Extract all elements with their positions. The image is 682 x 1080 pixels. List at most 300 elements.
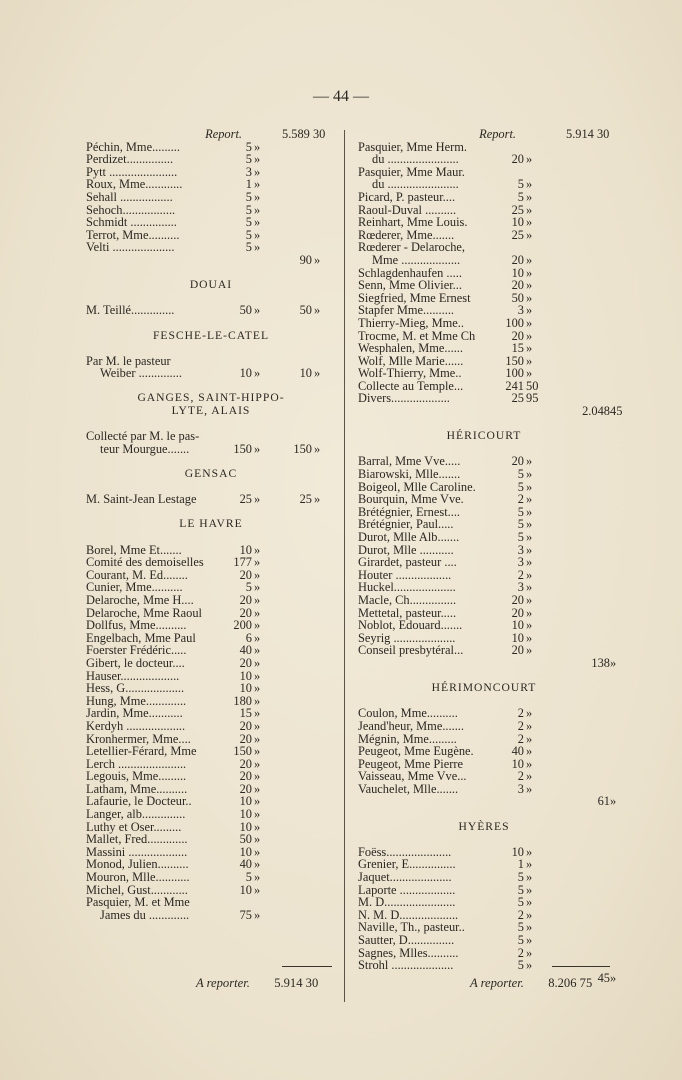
entry-amount-cents: 95 (526, 391, 539, 406)
entry-name: Gibert, le docteur.... (86, 655, 185, 670)
entry-name: James du ............. (100, 907, 190, 922)
entry-amount-cents: » (526, 152, 533, 167)
entry-amount-cents: » (254, 693, 261, 708)
entry-name: Pasquier, Mme Maur. (358, 164, 465, 179)
entry-amount-cents: » (526, 265, 533, 280)
entry-amount-cents: » (526, 504, 533, 519)
entry-amount-cents: » (254, 303, 261, 318)
entry-name: Seyrig .................... (358, 630, 456, 645)
entry-name: Conseil presbytéral... (358, 643, 464, 658)
entry-amount-cents: » (254, 870, 261, 885)
entry-amount: 25 (511, 391, 524, 406)
total-rule (552, 966, 610, 967)
entry-name: Girardet, pasteur .... (358, 555, 457, 570)
entry-amount: 2 (517, 492, 524, 507)
entry-amount-cents: » (254, 441, 261, 456)
entry-name: Peugeot, Mme Pierre (358, 756, 463, 771)
entry-name: Huckel.................... (358, 580, 456, 595)
entry-name: Mettetal, pasteur..... (358, 605, 457, 620)
entry-amount: 50 (239, 303, 252, 318)
entry-name: Wolf, Mlle Marie...... (358, 353, 464, 368)
entry-amount-cents: » (526, 341, 533, 356)
entry-name: Cunier, Mme.......... (86, 580, 183, 595)
right-column (358, 127, 623, 985)
entry-amount: 2 (517, 731, 524, 746)
entry-amount-cents: » (526, 857, 533, 872)
report-value: 5.589 30 (282, 127, 326, 141)
entry-amount: 3 (517, 303, 524, 318)
entry-name: Engelbach, Mme Paul (86, 630, 196, 645)
entry-amount-cents: » (526, 580, 533, 595)
entry-amount: 15 (239, 706, 252, 721)
entry-line (86, 216, 336, 229)
blank-line (358, 833, 610, 846)
entry-amount: 150 (233, 441, 252, 456)
entry-name: Schlagdenhaufen ..... (358, 265, 462, 280)
entry-line (86, 770, 336, 783)
entry-line (86, 493, 336, 506)
entry-amount: 50 (239, 832, 252, 847)
entry-line (86, 808, 336, 821)
entry-amount-cents: » (254, 189, 261, 204)
entry-amount-cents: » (526, 353, 533, 368)
entry-amount-cents: » (526, 920, 533, 935)
entry-amount-cents: » (526, 630, 533, 645)
entry-amount-cents: » (254, 152, 261, 167)
entry-line (358, 619, 610, 632)
entry-name: Pytt ...................... (86, 164, 178, 179)
entry-line (358, 896, 610, 909)
entry-name: Durot, Mlle Alb....... (358, 530, 460, 544)
entry-amount-cents: » (526, 530, 533, 544)
entry-amount-cents: » (254, 643, 261, 658)
entry-name: Peugeot, Mme Eugène. (358, 744, 474, 759)
entry-name: M. Saint-Jean Lestage (86, 492, 197, 507)
entry-amount-cents: » (526, 542, 533, 557)
entry-amount: 20 (239, 756, 252, 771)
entry-name: Legouis, Mme......... (86, 769, 187, 784)
entry-name: Durot, Mlle ........... (358, 542, 454, 557)
entry-amount-cents: » (254, 819, 261, 834)
entry-amount: 20 (239, 655, 252, 670)
entry-amount: 20 (511, 278, 524, 293)
entry-amount: 5 (517, 504, 524, 519)
entry-name: Mégnin, Mme......... (358, 731, 457, 746)
carry-forward-value: 8.206 75 (548, 976, 593, 990)
entry-amount: 5 (245, 152, 252, 167)
entry-line (358, 367, 610, 380)
entry-line (358, 254, 610, 267)
entry-amount: 3 (245, 164, 252, 179)
entry-line (86, 909, 336, 922)
entry-line (358, 770, 610, 783)
section-heading: HÉRICOURT (446, 429, 522, 443)
entry-amount-cents: » (526, 215, 533, 230)
entry-amount: 10 (239, 668, 252, 683)
entry-name: Reinhart, Mme Louis. (358, 215, 468, 230)
entry-name: Divers................... (358, 391, 450, 406)
entry-amount: 5 (517, 870, 524, 885)
entry-name: Vauchelet, Mlle....... (358, 781, 459, 796)
entry-amount-cents: » (254, 605, 261, 620)
entry-line (86, 657, 336, 670)
entry-amount-cents: » (526, 252, 533, 267)
entry-amount: 5 (245, 870, 252, 885)
entry-amount: 40 (511, 744, 524, 759)
entry-amount: 3 (517, 781, 524, 796)
entry-amount: 10 (511, 265, 524, 280)
entry-amount: 20 (511, 328, 524, 343)
carry-forward-value: 5.914 30 (274, 976, 319, 990)
entry-line (358, 644, 610, 657)
entry-line (358, 392, 610, 405)
entry-name: Thierry-Mieg, Mme.. (358, 315, 464, 330)
entry-amount: 5 (245, 580, 252, 595)
entry-line (358, 783, 610, 796)
entry-amount: 10 (239, 542, 252, 557)
entry-name: Noblot, Edouard....... (358, 618, 463, 633)
entry-amount: 15 (511, 341, 524, 356)
entry-name: Kerdyh ................... (86, 718, 186, 733)
entry-line (86, 191, 336, 204)
entry-amount-cents: » (526, 479, 533, 494)
section-heading: GANGES, SAINT-HIPPO- (137, 391, 285, 405)
entry-amount: 5 (517, 517, 524, 532)
blank-line (358, 808, 610, 821)
entry-amount-cents: » (254, 592, 261, 607)
entry-amount: 200 (233, 618, 252, 633)
entry-amount-cents: » (254, 139, 261, 154)
entry-name: Latham, Mme.......... (86, 781, 188, 796)
entry-amount-cents: » (526, 781, 533, 796)
entry-amount: 25 (511, 227, 524, 242)
entry-amount-cents: » (526, 882, 533, 897)
entry-amount: 3 (517, 542, 524, 557)
entry-amount: 5 (517, 920, 524, 935)
entry-amount-cents: » (254, 567, 261, 582)
report-label: Report. (479, 127, 516, 141)
entry-amount: 5 (517, 882, 524, 897)
entry-amount: 20 (239, 567, 252, 582)
entry-name: Borel, Mme Et....... (86, 542, 182, 557)
entry-amount-cents: » (526, 731, 533, 746)
entry-amount: 10 (511, 618, 524, 633)
entry-name: Velti .................... (86, 240, 175, 255)
section-heading: HÉRIMONCOURT (431, 681, 537, 695)
left-column (86, 128, 336, 921)
carry-forward-label: A reporter. (196, 976, 250, 990)
entry-name: Massini ................... (86, 844, 188, 859)
entry-amount: 20 (511, 592, 524, 607)
entry-name: Macle, Ch............... (358, 592, 457, 607)
entry-amount: 20 (511, 454, 524, 469)
entry-amount-cents: » (254, 227, 261, 242)
entry-name: Senn, Mme Olivier... (358, 278, 462, 293)
entry-amount: 25 (511, 202, 524, 217)
entry-amount-cents: » (526, 907, 533, 922)
entry-amount-cents: » (526, 315, 533, 330)
entry-name: Lerch ...................... (86, 756, 187, 771)
entry-amount-cents: » (526, 227, 533, 242)
group-total: 50 (299, 303, 312, 318)
entry-amount: 177 (233, 555, 252, 570)
entry-name: teur Mourgue....... (100, 441, 190, 456)
entry-amount: 100 (505, 315, 524, 330)
subtotal-line (358, 655, 617, 670)
entry-name: Siegfried, Mme Ernest (358, 290, 471, 305)
entry-amount-cents: » (254, 202, 261, 217)
entry-name: Biarowski, Mlle....... (358, 467, 461, 482)
entry-amount-cents: » (526, 933, 533, 947)
entry-line (86, 833, 336, 846)
entry-amount: 40 (239, 643, 252, 658)
entry-amount: 20 (239, 605, 252, 620)
entry-name: Luthy et Oser......... (86, 819, 182, 834)
entry-name: Barral, Mme Vve..... (358, 454, 461, 469)
entry-line (86, 153, 336, 166)
entry-amount-cents: » (254, 807, 261, 822)
entry-amount: 5 (245, 215, 252, 230)
entry-name: Delaroche, Mme H.... (86, 592, 194, 607)
entry-name: du ....................... (372, 177, 459, 192)
entry-amount: 50 (511, 290, 524, 305)
entry-amount: 3 (517, 580, 524, 595)
entry-amount: 75 (239, 907, 252, 922)
entry-amount: 10 (511, 215, 524, 230)
entry-amount: 10 (239, 882, 252, 897)
group-total-cents: » (314, 252, 321, 267)
entry-amount: 5 (517, 530, 524, 544)
entry-name: Letellier-Férard, Mme (86, 744, 197, 759)
entry-amount: 5 (517, 479, 524, 494)
entry-amount-cents: 50 (526, 378, 539, 393)
entry-amount: 2 (517, 706, 524, 721)
entry-name: Raoul-Duval .......... (358, 202, 457, 217)
section-heading: HYÈRES (458, 819, 510, 833)
entry-amount-cents: » (254, 215, 261, 230)
entry-amount: 1 (517, 857, 524, 872)
entry-amount-cents: » (526, 278, 533, 293)
entry-name: Laporte .................. (358, 882, 456, 897)
entry-name: du ....................... (372, 152, 459, 167)
entry-line (86, 720, 336, 733)
entry-name: Grenier, E............... (358, 857, 456, 872)
subtotal-line (358, 404, 623, 419)
entry-line (86, 871, 336, 884)
entry-amount-cents: » (526, 870, 533, 885)
entry-name: Boigeol, Mlle Caroline. (358, 479, 476, 494)
entry-name: Foëss..................... (358, 844, 452, 859)
entry-amount: 20 (239, 592, 252, 607)
entry-amount-cents: » (526, 744, 533, 759)
entry-amount: 5 (517, 895, 524, 910)
blank-line (86, 317, 336, 330)
entry-name: Hauser................... (86, 668, 180, 683)
entry-amount: 20 (239, 718, 252, 733)
entry-name: Picard, P. pasteur.... (358, 189, 456, 204)
entry-line (86, 745, 336, 758)
entry-amount: 20 (239, 731, 252, 746)
entry-amount: 5 (245, 240, 252, 255)
entry-amount-cents: » (254, 681, 261, 696)
entry-name: Stapfer Mme.......... (358, 303, 455, 318)
entry-name: Perdizet............... (86, 152, 174, 167)
entry-amount: 10 (511, 756, 524, 771)
entry-amount-cents: » (526, 706, 533, 721)
subtotal-line (86, 254, 336, 267)
entry-amount-cents: » (526, 517, 533, 532)
group-total: 150 (293, 441, 312, 456)
group-total: 2.048 (582, 404, 610, 419)
section-heading: LE HAVRE (179, 517, 243, 531)
entry-amount: 6 (245, 630, 252, 645)
entry-amount-cents: » (254, 794, 261, 809)
entry-amount-cents: » (254, 177, 261, 192)
group-total-cents: » (610, 970, 617, 985)
entry-name: Péchin, Mme......... (86, 139, 180, 154)
entry-line (358, 493, 610, 506)
entry-name: Sagnes, Mlles.......... (358, 945, 459, 960)
entry-amount-cents: » (526, 189, 533, 204)
entry-name: Strohl .................... (358, 958, 454, 973)
entry-amount-cents: » (526, 958, 533, 973)
entry-amount-cents: » (526, 492, 533, 507)
group-total-cents: » (610, 655, 617, 670)
page-number: — 44 — (313, 88, 369, 105)
entry-amount-cents: » (526, 303, 533, 318)
entry-amount: 5 (245, 227, 252, 242)
blank-line (86, 531, 336, 544)
carry-forward-right (470, 976, 592, 991)
entry-amount: 20 (511, 605, 524, 620)
entry-name: Sautter, D............... (358, 933, 455, 947)
entry-name: Wolf-Thierry, Mme.. (358, 366, 462, 381)
entry-amount-cents: » (254, 618, 261, 633)
entry-line (358, 216, 610, 229)
entry-name: Coulon, Mme.......... (358, 706, 458, 721)
entry-amount: 25 (239, 492, 252, 507)
entry-amount-cents: » (254, 630, 261, 645)
entry-line (86, 241, 336, 254)
entry-amount: 20 (511, 152, 524, 167)
group-total-cents: 45 (610, 404, 623, 419)
group-total: 10 (299, 366, 312, 381)
entry-amount: 5 (245, 139, 252, 154)
entry-name: Jardin, Mme........... (86, 706, 183, 721)
entry-amount-cents: » (254, 832, 261, 847)
entry-amount-cents: » (526, 567, 533, 582)
entry-line (358, 191, 610, 204)
subtotal-line (358, 794, 617, 809)
entry-name: Naville, Th., pasteur.. (358, 920, 465, 935)
entry-amount-cents: » (254, 706, 261, 721)
entry-name: Foerster Frédéric..... (86, 643, 187, 658)
entry-name: Delaroche, Mme Raoul (86, 605, 202, 620)
entry-name: Mouron, Mlle........... (86, 870, 190, 885)
entry-amount: 20 (239, 769, 252, 784)
group-total-cents: » (314, 492, 321, 507)
entry-amount-cents: » (254, 542, 261, 557)
entry-amount: 10 (511, 630, 524, 645)
entry-name: Trocme, M. et Mme Ch (358, 328, 476, 343)
entry-amount: 5 (517, 189, 524, 204)
section-heading: DOUAI (189, 278, 233, 292)
entry-name: Collecté par M. le pas- (86, 429, 200, 444)
entry-line (86, 682, 336, 695)
group-total-cents: » (314, 441, 321, 456)
entry-amount-cents: » (526, 592, 533, 607)
entry-line (358, 720, 610, 733)
entry-amount-cents: » (526, 945, 533, 960)
entry-amount-cents: » (526, 618, 533, 633)
entry-amount: 20 (511, 252, 524, 267)
entry-amount: 5 (517, 933, 524, 947)
entry-name: Terrot, Mme.......... (86, 227, 180, 242)
entry-amount: 2 (517, 567, 524, 582)
total-rule (282, 966, 332, 967)
group-total-cents: » (314, 303, 321, 318)
entry-amount-cents: » (254, 882, 261, 897)
entry-amount-cents: » (526, 895, 533, 910)
entry-amount: 10 (239, 366, 252, 381)
carry-forward-left (196, 976, 318, 991)
group-total: 25 (299, 492, 312, 507)
entry-line (358, 745, 610, 758)
entry-name: Bourquin, Mme Vve. (358, 492, 464, 507)
entry-amount-cents: » (254, 857, 261, 872)
entry-line (86, 556, 336, 569)
report-line (86, 128, 336, 141)
entry-amount: 180 (233, 693, 252, 708)
entry-amount-cents: » (254, 781, 261, 796)
section-heading: LYTE, ALAIS (171, 404, 251, 418)
entry-line (358, 153, 610, 166)
entry-line (86, 367, 336, 380)
entry-amount-cents: » (526, 756, 533, 771)
entry-amount-cents: » (526, 718, 533, 733)
entry-name: Comité des demoiselles (86, 555, 204, 570)
entry-amount: 150 (233, 744, 252, 759)
entry-amount-cents: » (526, 328, 533, 343)
entry-amount-cents: » (254, 555, 261, 570)
entry-name: N. M. D................... (358, 907, 459, 922)
entry-name: Sehall ................. (86, 189, 173, 204)
entry-amount-cents: » (254, 668, 261, 683)
entry-amount-cents: » (254, 718, 261, 733)
entry-line (358, 531, 610, 544)
entry-name: Brétégnier, Paul..... (358, 517, 454, 532)
entry-line (358, 468, 610, 481)
report-value: 5.914 30 (566, 127, 610, 141)
entry-name: Par M. le pasteur (86, 353, 171, 368)
entry-amount-cents: » (254, 731, 261, 746)
entry-amount-cents: » (254, 492, 261, 507)
entry-name: Wesphalen, Mme...... (358, 341, 463, 356)
entry-amount-cents: » (526, 467, 533, 482)
entry-amount: 10 (511, 844, 524, 859)
entry-amount-cents: » (526, 454, 533, 469)
entry-amount: 1 (245, 177, 252, 192)
entry-amount-cents: » (254, 366, 261, 381)
entry-name: Roux, Mme............ (86, 177, 183, 192)
group-total-cents: » (610, 794, 617, 809)
report-line (358, 128, 610, 141)
entry-line (86, 430, 336, 443)
entry-amount-cents: » (254, 907, 261, 922)
group-total: 61 (597, 794, 610, 809)
entry-line (86, 896, 336, 909)
entry-amount-cents: » (526, 643, 533, 658)
